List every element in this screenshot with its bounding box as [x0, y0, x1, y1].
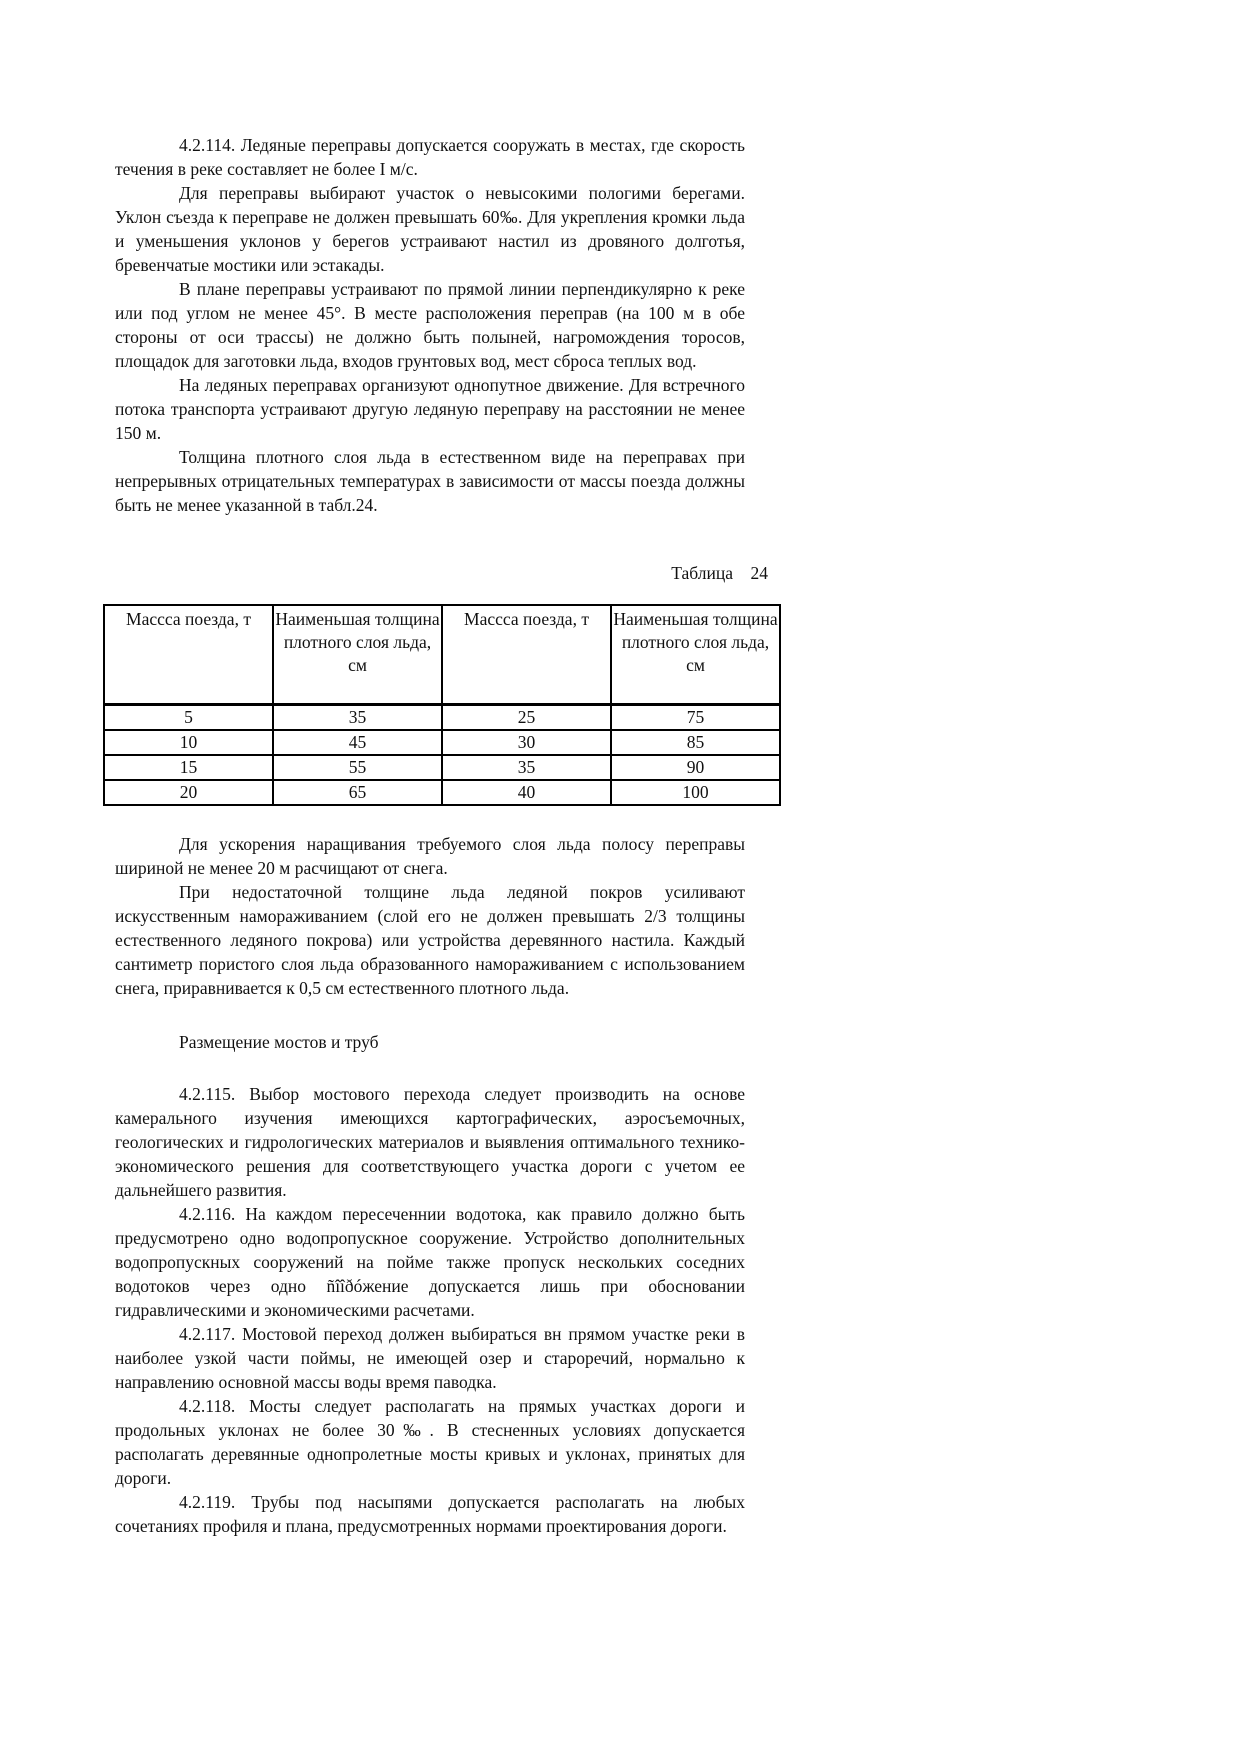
table-cell: 90 — [611, 755, 780, 780]
table-header-cell: Массса поезда, т — [104, 605, 273, 705]
table-cell: 40 — [442, 780, 611, 805]
paragraph-4-2-119: 4.2.119. Трубы под насыпями допускается располагать на любых сочетаниях профиля и плана, предусмотренных нормами проектирования дороги. — [115, 1492, 745, 1536]
table-header-cell: Наименьшая толщина плотного слоя льда, см — [273, 605, 442, 705]
paragraph-4-2-118: 4.2.118. Мосты следует располагать на прямых участках дороги и продольных уклонах не более 30‰. В стесненных условиях допускается располагать деревянные однопролетные мосты кривых и уклонах, принятых для дороги. — [115, 1396, 745, 1488]
table-cell: 100 — [611, 780, 780, 805]
paragraph-4-2-114: 4.2.114. Ледяные переправы допускается сооружать в местах, где скорость течения в реке составляет не более I м/с. — [115, 135, 745, 179]
paragraph-one-way-traffic: На ледяных переправах организуют однопутное движение. Для встречного потока транспорта устраивают другую ледяную переправу на расстоянии не менее 150 м. — [115, 375, 745, 443]
table-row — [104, 780, 780, 805]
table-cell: 65 — [273, 780, 442, 805]
table-row — [104, 755, 780, 780]
table-cell: 15 — [104, 755, 273, 780]
table-header-cell: Массса поезда, т — [442, 605, 611, 705]
body-text-before-table — [115, 133, 745, 517]
ice-thickness-table — [103, 604, 781, 806]
table-cell: 5 — [104, 705, 273, 731]
table-row — [104, 705, 780, 731]
paragraph-crossing-site: Для переправы выбирают участок о невысокими пологими берегами. Уклон съезда к переправе не должен превышать 60‰. Для укрепления кромки льда и уменьшения уклонов у берегов устраивают настил из дровяного долготья, бревенчатые мостики или эстакады. — [115, 183, 745, 275]
section-heading: Размещение мостов и труб — [179, 1032, 379, 1052]
table-cell: 85 — [611, 730, 780, 755]
table-cell: 35 — [442, 755, 611, 780]
paragraph-ice-thickness-intro: Толщина плотного слоя льда в естественном виде на переправах при непрерывных отрицательных температурах в зависимости от массы поезда должны быть не менее указанной в табл.24. — [115, 447, 745, 515]
table-cell: 10 — [104, 730, 273, 755]
paragraph-4-2-117: 4.2.117. Мостовой переход должен выбираться вн прямом участке реки в наиболее узкой части поймы, не имеющей озер и староречий, нормально к направлению основной массы воды время паводка. — [115, 1324, 745, 1392]
table-row — [104, 730, 780, 755]
table-cell: 30 — [442, 730, 611, 755]
table-header-row — [104, 605, 780, 705]
paragraph-4-2-115: 4.2.115. Выбор мостового перехода следует производить на основе камерального изучения имеющихся картографических, аэросъемочных, геологических и гидрологических материалов и выявления оптимального технико-экономического решения для соответствующего участка дороги с учетом ее дальнейшего развития. — [115, 1084, 745, 1200]
paragraph-4-2-116: 4.2.116. На каждом пересеченнии водотока, как правило должно быть предусмотрено одно водопропускное сооружение. Устройство дополнительных водопропускных сооружений на пойме также пропуск нескольких соседних водотоков через одно ñîîðóжение допускается лишь при обосновании гидравлическими и экономическими расчетами. — [115, 1204, 745, 1320]
paragraph-crossing-plan: В плане переправы устраивают по прямой линии перпендикулярно к реке или под углом не менее 45°. В месте расположения переправ (на 100 м в обе стороны от оси трассы) не должно быть полыней, нагромождения торосов, площадок для заготовки льда, входов грунтовых вод, мест сброса теплых вод. — [115, 279, 745, 371]
table-caption: Таблица 24 — [671, 563, 768, 583]
table-cell: 45 — [273, 730, 442, 755]
table-cell: 35 — [273, 705, 442, 731]
paragraph-snow-clearing: Для ускорения наращивания требуемого слоя льда полосу переправы шириной не менее 20 м расчищают от снега. — [115, 834, 745, 878]
body-text-final — [115, 1082, 745, 1538]
table-cell: 20 — [104, 780, 273, 805]
table-cell: 55 — [273, 755, 442, 780]
table-cell: 25 — [442, 705, 611, 731]
table-cell: 75 — [611, 705, 780, 731]
table-header-cell: Наименьшая толщина плотного слоя льда, см — [611, 605, 780, 705]
paragraph-ice-reinforcement: При недостаточной толщине льда ледяной покров усиливают искусственным намораживанием (слой его не должен превышать 2/3 толщины естественного ледяного покрова) или устройства деревянного настила. Каждый сантиметр пористого слоя льда образованного намораживанием с использованием снега, приравнивается к 0,5 см естественного плотного льда. — [115, 882, 745, 998]
body-text-after-table — [115, 832, 745, 1000]
